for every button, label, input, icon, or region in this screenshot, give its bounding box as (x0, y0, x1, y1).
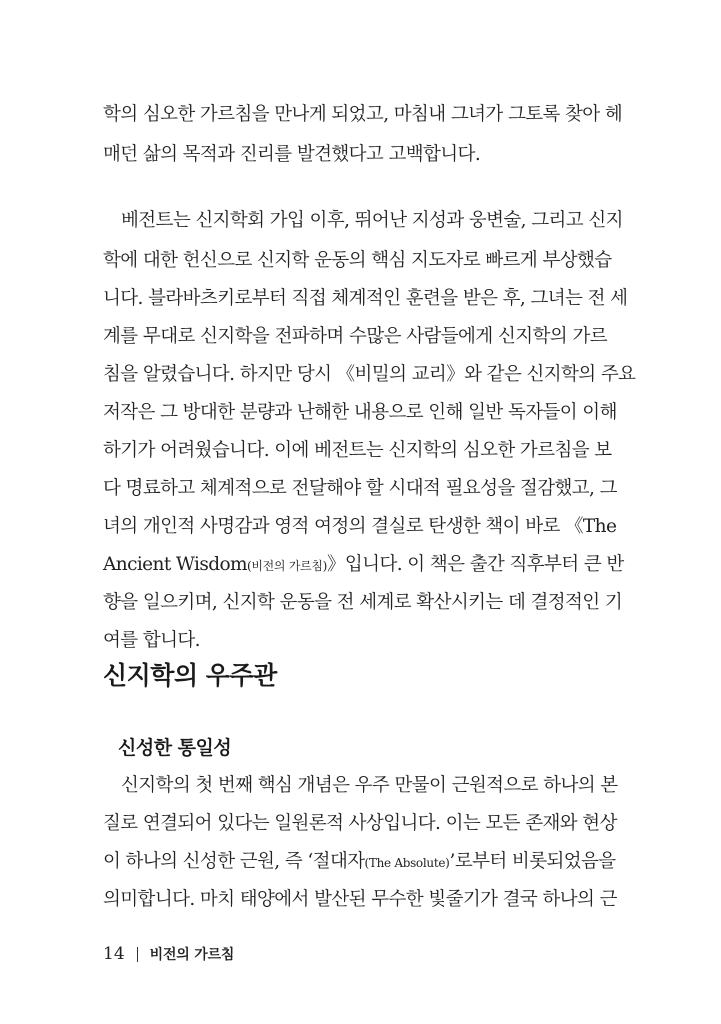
footer-divider (137, 947, 138, 962)
paragraph-line: 니다. 블라바츠키로부터 직접 체계적인 훈련을 받은 후, 그녀는 전 세 (103, 288, 628, 309)
english-gloss: (The Absolute) (364, 856, 450, 870)
paragraph-line: 침을 알렸습니다. 하지만 당시 《비밀의 교리》와 같은 신지학의 주요 (103, 364, 636, 385)
book-title-korean-gloss: (비전의 가르침) (246, 559, 327, 573)
paragraph-line-rest: 》입니다. 이 책은 출간 직후부터 큰 반 (327, 554, 624, 575)
paragraph-line: 계를 무대로 신지학을 전파하며 수많은 사람들에게 신지학의 가르 (103, 326, 607, 347)
paragraph-line: 하기가 어려웠습니다. 이에 베전트는 신지학의 심오한 가르침을 보 (103, 440, 612, 461)
paragraph-line: 매던 삶의 목적과 진리를 발견했다고 고백합니다. (103, 144, 481, 165)
paragraph-line: 향을 일으키며, 신지학 운동을 전 세계로 확산시키는 데 결정적인 기 (103, 592, 623, 613)
section-heading: 신지학의 우주관 (103, 661, 277, 690)
paragraph-line: 베전트는 신지학회 가입 이후, 뛰어난 지성과 웅변술, 그리고 신지 (121, 210, 623, 231)
page-footer (103, 942, 234, 966)
paragraph-line-start: 이 하나의 신성한 근원, 즉 ‘절대자 (103, 851, 365, 872)
paragraph-line (103, 850, 616, 874)
book-title-english: Ancient Wisdom (103, 554, 247, 575)
paragraph-line: 질로 연결되어 있다는 일원론적 사상입니다. 이는 모든 존재와 현상 (103, 813, 617, 834)
paragraph-line: 의미합니다. 마치 태양에서 발산된 무수한 빛줄기가 결국 하나의 근 (103, 889, 617, 910)
paragraph-line-rest: ’로부터 비롯되었음을 (449, 851, 616, 872)
paragraph-line: 학의 심오한 가르침을 만나게 되었고, 마침내 그녀가 그토록 찾아 헤 (103, 104, 623, 125)
paragraph-line: 녀의 개인적 사명감과 영적 여정의 결실로 탄생한 책이 바로 《The (103, 516, 617, 537)
paragraph-line: 학에 대한 헌신으로 신지학 운동의 핵심 지도자로 빠르게 부상했습 (103, 250, 612, 271)
paragraph-line: 다 명료하고 체계적으로 전달해야 할 시대적 필요성을 절감했고, 그 (103, 478, 617, 499)
subsection-heading: 신성한 통일성 (118, 737, 232, 759)
paragraph-line (103, 553, 624, 577)
paragraph-line: 신지학의 첫 번째 핵심 개념은 우주 만물이 근원적으로 하나의 본 (121, 775, 618, 796)
page-number: 14 (103, 944, 125, 964)
paragraph-line: 저작은 그 방대한 분량과 난해한 내용으로 인해 일반 독자들이 이해 (103, 402, 617, 423)
paragraph-line: 여를 합니다. (103, 630, 200, 651)
running-title: 비전의 가르침 (149, 947, 235, 963)
